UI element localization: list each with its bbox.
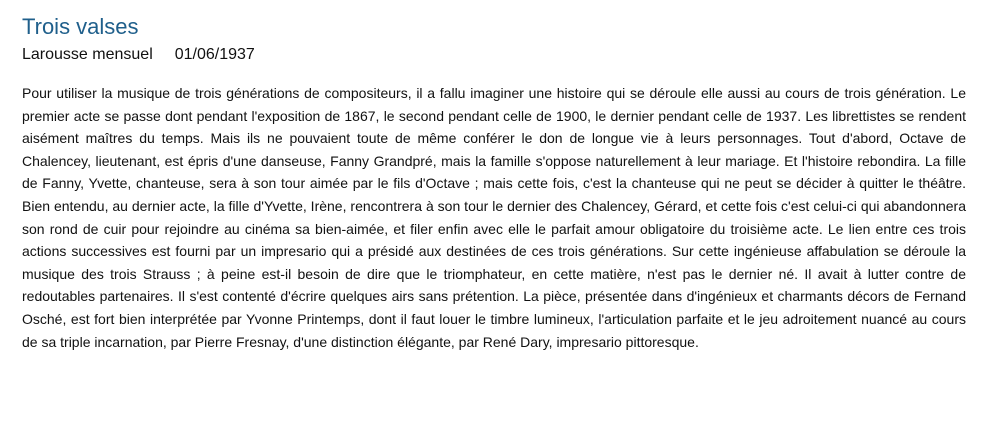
article-source: Larousse mensuel xyxy=(22,46,153,63)
article-meta xyxy=(22,44,966,66)
article-date: 01/06/1937 xyxy=(174,46,255,63)
article-title: Trois valses xyxy=(22,14,139,39)
article-body: Pour utiliser la musique de trois générations de compositeurs, il a fallu imaginer une histoire qui se déroule elle aussi au cours de trois génération. Le premier acte se passe dont pendant l'exposition de 1867, le second pendant celle de 1900, le dernier pendant celle de 1937. Les librettistes se rendent aisément maîtres du temps. Mais ils ne pouvaient toute de même conférer le don de longue vie à leurs personnages. Tout d'abord, Octave de Chalencey, lieutenant, est épris d'une danseuse, Fanny Grandpré, mais la famille s'oppose naturellement à leur mariage. Et l'histoire rebondira. La fille de Fanny, Yvette, chanteuse, sera à son tour aimée par le fils d'Octave ; mais cette fois, c'est la chanteuse qui ne peut se décider à quitter le théâtre. Bien entendu, au dernier acte, la fille d'Yvette, Irène, rencontrera à son tour le dernier des Chalencey, Gérard, et cette fois c'est celui-ci qui abandonnera son rond de cuir pour rejoindre au cinéma sa bien-aimée, et filer enfin avec elle le parfait amour obligatoire du troisième acte. Le lien entre ces trois actions successives est fourni par un impresario qui a présidé aux destinées de ces trois générations. Sur cette ingénieuse affabulation se déroule la musique des trois Strauss ; à peine est-il besoin de dire que le triomphateur, en cette matière, n'est pas le dernier né. Il avait à lutter contre de redoutables partenaires. Il s'est contenté d'écrire quelques airs sans prétention. La pièce, présentée dans d'ingénieux et charmants décors de Fernand Osché, est fort bien interprétée par Yvonne Printemps, dont il faut louer le timbre lumineux, l'articulation parfaite et le jeu adroitement nuancé au cours de sa triple incarnation, par Pierre Fresnay, d'une distinction élégante, par René Dary, impresario pittoresque. xyxy=(22,85,966,350)
